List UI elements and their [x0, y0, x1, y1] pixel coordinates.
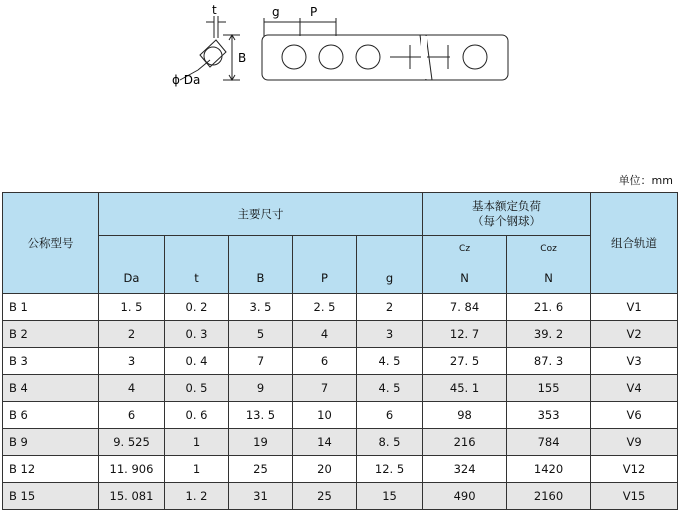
cell-coz: 39. 2: [507, 321, 591, 348]
cell-rail: V4: [591, 375, 678, 402]
cell-coz: 2160: [507, 483, 591, 510]
specification-table: [2, 192, 678, 510]
retainer-diagram: [150, 0, 530, 95]
cell-g: 12. 5: [357, 456, 423, 483]
cell-cz: 27. 5: [423, 348, 507, 375]
header-model: 公称型号: [3, 193, 99, 294]
label-b: B: [238, 51, 247, 65]
table-row: [3, 375, 678, 402]
cell-rail: V2: [591, 321, 678, 348]
table-row: [3, 321, 678, 348]
label-g: g: [272, 5, 280, 19]
cell-cz: 490: [423, 483, 507, 510]
ball-retainer-drawing: [150, 0, 530, 95]
cell-b: 13. 5: [229, 402, 293, 429]
cell-coz: 784: [507, 429, 591, 456]
cell-g: 2: [357, 294, 423, 321]
cell-t: 0. 6: [165, 402, 229, 429]
cell-b: 25: [229, 456, 293, 483]
cell-model: B 3: [3, 348, 99, 375]
cell-model: B 9: [3, 429, 99, 456]
header-b: B: [229, 236, 293, 294]
cell-cz: 98: [423, 402, 507, 429]
header-rail: 组合轨道: [591, 193, 678, 294]
cell-t: 1. 2: [165, 483, 229, 510]
cell-da: 1. 5: [99, 294, 165, 321]
cell-b: 5: [229, 321, 293, 348]
cell-rail: V3: [591, 348, 678, 375]
cell-model: B 4: [3, 375, 99, 402]
header-da: Da: [99, 236, 165, 294]
cell-da: 2: [99, 321, 165, 348]
cell-model: B 12: [3, 456, 99, 483]
cell-g: 6: [357, 402, 423, 429]
unit-label: 单位：mm: [618, 174, 673, 187]
cell-g: 3: [357, 321, 423, 348]
cell-p: 10: [293, 402, 357, 429]
cell-g: 4. 5: [357, 348, 423, 375]
header-load-rating: 基本额定负荷 （每个钢球）: [423, 193, 591, 236]
header-coz-unit: N: [544, 271, 553, 285]
cell-model: B 15: [3, 483, 99, 510]
cell-cz: 7. 84: [423, 294, 507, 321]
cell-cz: 12. 7: [423, 321, 507, 348]
cell-coz: 353: [507, 402, 591, 429]
cell-t: 1: [165, 429, 229, 456]
header-t: t: [165, 236, 229, 294]
cell-rail: V6: [591, 402, 678, 429]
table-row: [3, 483, 678, 510]
table-row: [3, 456, 678, 483]
cell-b: 31: [229, 483, 293, 510]
cell-da: 11. 906: [99, 456, 165, 483]
cell-t: 0. 2: [165, 294, 229, 321]
cell-t: 1: [165, 456, 229, 483]
cell-b: 7: [229, 348, 293, 375]
header-main-dimensions: 主要尺寸: [99, 193, 423, 236]
cell-da: 15. 081: [99, 483, 165, 510]
header-coz-symbol: Coz: [540, 244, 557, 254]
cell-cz: 324: [423, 456, 507, 483]
cell-model: B 1: [3, 294, 99, 321]
cell-p: 6: [293, 348, 357, 375]
label-t: t: [212, 3, 217, 17]
cell-b: 19: [229, 429, 293, 456]
cell-da: 3: [99, 348, 165, 375]
header-cz-unit: N: [460, 271, 469, 285]
cell-da: 4: [99, 375, 165, 402]
header-coz: [507, 236, 591, 294]
cell-coz: 21. 6: [507, 294, 591, 321]
cell-coz: 87. 3: [507, 348, 591, 375]
cell-g: 8. 5: [357, 429, 423, 456]
cell-model: B 6: [3, 402, 99, 429]
table-row: [3, 429, 678, 456]
cell-coz: 155: [507, 375, 591, 402]
header-p: P: [293, 236, 357, 294]
cell-t: 0. 4: [165, 348, 229, 375]
header-cz: [423, 236, 507, 294]
header-g: g: [357, 236, 423, 294]
cell-b: 9: [229, 375, 293, 402]
cell-p: 7: [293, 375, 357, 402]
cell-cz: 216: [423, 429, 507, 456]
cell-g: 15: [357, 483, 423, 510]
header-cz-symbol: Cz: [459, 244, 471, 254]
table-row: [3, 348, 678, 375]
cell-p: 25: [293, 483, 357, 510]
cell-model: B 2: [3, 321, 99, 348]
cell-rail: V9: [591, 429, 678, 456]
label-p: P: [310, 5, 318, 19]
cell-p: 14: [293, 429, 357, 456]
cell-cz: 45. 1: [423, 375, 507, 402]
cell-rail: V1: [591, 294, 678, 321]
cell-rail: V15: [591, 483, 678, 510]
cell-t: 0. 5: [165, 375, 229, 402]
label-da: ϕ Da: [172, 73, 201, 87]
cell-da: 9. 525: [99, 429, 165, 456]
cell-p: 20: [293, 456, 357, 483]
cell-p: 4: [293, 321, 357, 348]
cell-coz: 1420: [507, 456, 591, 483]
cell-g: 4. 5: [357, 375, 423, 402]
table-row: [3, 294, 678, 321]
table-row: [3, 402, 678, 429]
cell-da: 6: [99, 402, 165, 429]
cell-rail: V12: [591, 456, 678, 483]
cell-t: 0. 3: [165, 321, 229, 348]
cell-p: 2. 5: [293, 294, 357, 321]
cell-b: 3. 5: [229, 294, 293, 321]
